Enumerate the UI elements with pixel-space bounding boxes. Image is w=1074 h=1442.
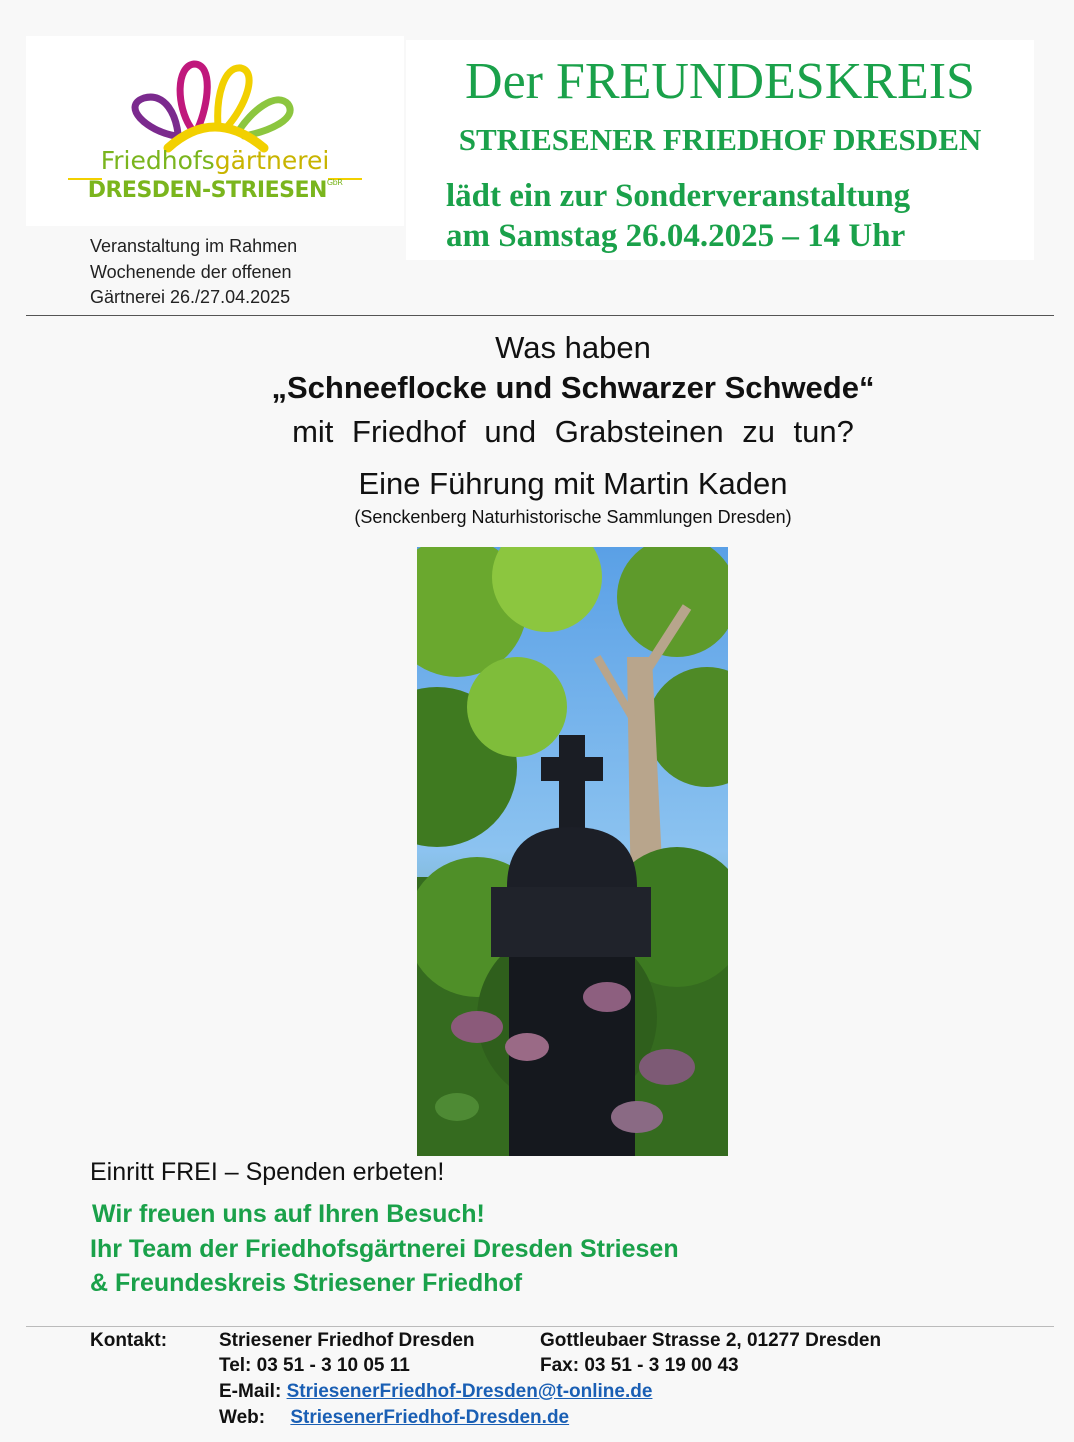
header	[406, 40, 1034, 260]
entry-note: Einritt FREI – Spenden erbeten!	[90, 1158, 445, 1186]
event-note-line: Gärtnerei 26./27.04.2025	[90, 287, 291, 307]
question-line1: Was haben	[495, 330, 651, 365]
contact-email-row	[219, 1381, 652, 1403]
logo-text-line2: DRESDEN-$STRIESEN^{GbR}$	[87, 178, 343, 203]
greeting-line2: Ihr Team der Friedhofsgärtnerei Dresden Striesen	[90, 1235, 679, 1263]
header-title: Der FREUNDESKREIS	[465, 53, 975, 110]
logo-text-line1: Friedhofsgärtnerei	[100, 146, 330, 175]
email-link[interactable]: StriesenerFriedhof-Dresden@t-online.de	[286, 1381, 653, 1402]
tour-title: Eine Führung mit Martin Kaden	[358, 466, 788, 501]
logo	[26, 36, 404, 226]
divider	[26, 1326, 1054, 1327]
email-label: E-Mail:	[219, 1381, 282, 1402]
header-date: am Samstag 26.04.2025 – 14 Uhr	[446, 218, 906, 254]
contact-name: Striesener Friedhof Dresden	[219, 1330, 475, 1351]
contact-label: Kontakt:	[90, 1330, 168, 1351]
event-note	[90, 234, 390, 311]
contact-web-row	[219, 1407, 569, 1429]
web-link[interactable]: StriesenerFriedhof-Dresden.de	[290, 1407, 570, 1428]
tour-affiliation: (Senckenberg Naturhistorische Sammlungen Dresden)	[354, 507, 792, 527]
contact-address: Gottleubaer Strasse 2, 01277 Dresden	[540, 1330, 882, 1351]
contact-tel: Tel: 03 51 - 3 10 05 11	[219, 1355, 410, 1376]
question-line3: mit Friedhof und Grabsteinen zu tun?	[292, 414, 854, 449]
header-invite: lädt ein zur Sonderveranstaltung	[446, 178, 911, 214]
gravestone-photo	[417, 547, 728, 1156]
web-label: Web:	[219, 1407, 266, 1428]
contact-fax: Fax: 03 51 - 3 19 00 43	[540, 1355, 739, 1376]
event-note-line: Veranstaltung im Rahmen	[90, 236, 298, 256]
header-subtitle: STRIESENER FRIEDHOF DRESDEN	[458, 122, 982, 157]
divider	[26, 315, 1054, 316]
greeting-line1: Wir freuen uns auf Ihren Besuch!	[92, 1200, 485, 1228]
event-note-line: Wochenende der offenen	[90, 261, 292, 282]
question-line2: „Schneeflocke und Schwarzer Schwede“	[271, 370, 875, 405]
greeting-line3: & Freundeskreis Striesener Friedhof	[90, 1269, 523, 1297]
